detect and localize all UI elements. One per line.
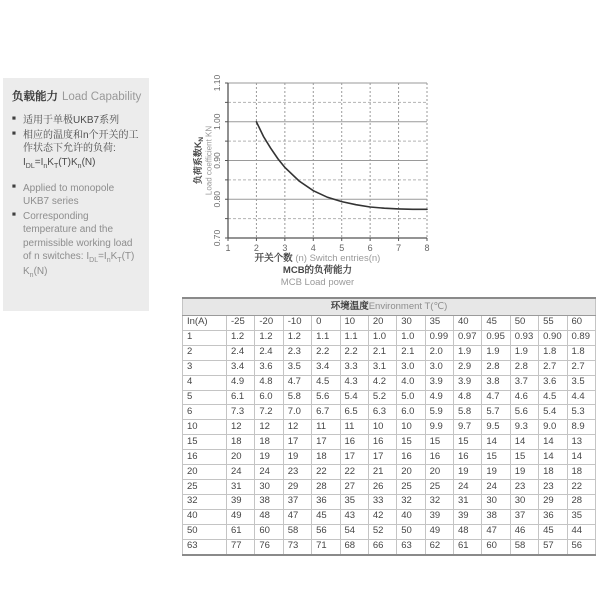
table-row bbox=[183, 360, 596, 375]
chart-caption-en: MCB Load power bbox=[280, 276, 355, 288]
current-cell: 1 bbox=[183, 330, 227, 345]
value-cell: 36 bbox=[539, 509, 567, 524]
y-tick-label: 0.90 bbox=[212, 152, 222, 169]
value-cell: 1.0 bbox=[397, 330, 425, 345]
value-cell: 62 bbox=[425, 539, 453, 554]
value-cell: 4.8 bbox=[454, 390, 482, 405]
value-cell: 35 bbox=[567, 509, 596, 524]
sidebar-bullets bbox=[12, 114, 141, 280]
value-cell: 18 bbox=[227, 435, 255, 450]
bullet-square-icon: ■ bbox=[12, 211, 16, 219]
value-cell: 4.7 bbox=[283, 375, 311, 390]
value-cell: 11 bbox=[312, 420, 340, 435]
table-row bbox=[183, 375, 596, 390]
value-cell: 71 bbox=[312, 539, 340, 554]
value-cell: 46 bbox=[510, 524, 538, 539]
value-cell: 5.6 bbox=[312, 390, 340, 405]
value-cell: 28 bbox=[312, 480, 340, 495]
value-cell: 25 bbox=[425, 480, 453, 495]
value-cell: 10 bbox=[368, 420, 396, 435]
temp-header-cell: 45 bbox=[482, 315, 510, 330]
value-cell: 1.0 bbox=[368, 330, 396, 345]
value-cell: 4.5 bbox=[312, 375, 340, 390]
value-cell: 2.7 bbox=[539, 360, 567, 375]
value-cell: 3.9 bbox=[454, 375, 482, 390]
value-cell: 9.0 bbox=[539, 420, 567, 435]
value-cell: 25 bbox=[397, 480, 425, 495]
load-chart-svg bbox=[190, 75, 445, 253]
value-cell: 16 bbox=[397, 450, 425, 465]
value-cell: 5.2 bbox=[368, 390, 396, 405]
bullet-item bbox=[12, 114, 141, 127]
value-cell: 19 bbox=[283, 450, 311, 465]
value-cell: 16 bbox=[368, 435, 396, 450]
value-cell: 5.0 bbox=[397, 390, 425, 405]
value-cell: 5.6 bbox=[510, 405, 538, 420]
bullet-square-icon: ■ bbox=[12, 115, 16, 122]
value-cell: 1.9 bbox=[482, 345, 510, 360]
env-header-row bbox=[183, 298, 596, 315]
value-cell: 42 bbox=[368, 509, 396, 524]
value-cell: 20 bbox=[425, 465, 453, 480]
current-cell: 50 bbox=[183, 524, 227, 539]
current-cell: 25 bbox=[183, 480, 227, 495]
value-cell: 17 bbox=[340, 450, 368, 465]
value-cell: 5.8 bbox=[283, 390, 311, 405]
value-cell: 60 bbox=[255, 524, 283, 539]
value-cell: 2.9 bbox=[454, 360, 482, 375]
value-cell: 14 bbox=[539, 435, 567, 450]
value-cell: 15 bbox=[454, 435, 482, 450]
value-cell: 23 bbox=[539, 480, 567, 495]
value-cell: 76 bbox=[255, 539, 283, 554]
value-cell: 66 bbox=[368, 539, 396, 554]
value-cell: 39 bbox=[227, 494, 255, 509]
value-cell: 6.5 bbox=[340, 405, 368, 420]
table-row bbox=[183, 420, 596, 435]
value-cell: 1.8 bbox=[567, 345, 596, 360]
table-row bbox=[183, 345, 596, 360]
temp-header-cell: 20 bbox=[368, 315, 396, 330]
formula: $I_{DL}=I_nK_T(T)K_n(N)$ bbox=[23, 156, 96, 170]
bullet-item bbox=[12, 210, 141, 280]
chart-caption-zh: MCB的负荷能力 bbox=[282, 264, 353, 276]
value-cell: 5.4 bbox=[340, 390, 368, 405]
value-cell: 44 bbox=[567, 524, 596, 539]
current-cell: 3 bbox=[183, 360, 227, 375]
current-cell: 40 bbox=[183, 509, 227, 524]
y-tick-label: 0.80 bbox=[212, 190, 222, 208]
value-cell: 5.7 bbox=[482, 405, 510, 420]
value-cell: 30 bbox=[510, 494, 538, 509]
temp-header-row bbox=[183, 315, 596, 330]
x-tick-label: 6 bbox=[367, 243, 373, 253]
value-cell: 16 bbox=[425, 450, 453, 465]
value-cell: 10 bbox=[397, 420, 425, 435]
x-tick-label: 7 bbox=[396, 243, 402, 253]
y-tick-label: 1.10 bbox=[212, 75, 222, 92]
value-cell: 18 bbox=[567, 465, 596, 480]
value-cell: 2.1 bbox=[368, 345, 396, 360]
value-cell: 2.4 bbox=[227, 345, 255, 360]
section-title bbox=[12, 88, 141, 104]
value-cell: 4.2 bbox=[368, 375, 396, 390]
value-cell: 40 bbox=[397, 509, 425, 524]
value-cell: 1.2 bbox=[283, 330, 311, 345]
value-cell: 2.4 bbox=[255, 345, 283, 360]
value-cell: 61 bbox=[454, 539, 482, 554]
value-cell: 24 bbox=[255, 465, 283, 480]
value-cell: 37 bbox=[283, 494, 311, 509]
temp-header-cell: -25 bbox=[227, 315, 255, 330]
temp-header-cell: 60 bbox=[567, 315, 596, 330]
temp-header-cell: 0 bbox=[312, 315, 340, 330]
value-cell: 31 bbox=[454, 494, 482, 509]
bullet-text: Corresponding temperature and the permissible working load of n switches: bbox=[23, 211, 133, 262]
value-cell: 38 bbox=[482, 509, 510, 524]
table-row bbox=[183, 480, 596, 495]
value-cell: 60 bbox=[482, 539, 510, 554]
value-cell: 68 bbox=[340, 539, 368, 554]
value-cell: 47 bbox=[482, 524, 510, 539]
value-cell: 6.0 bbox=[397, 405, 425, 420]
value-cell: 5.8 bbox=[454, 405, 482, 420]
table-row bbox=[183, 494, 596, 509]
value-cell: 22 bbox=[340, 465, 368, 480]
temp-header-cell: -10 bbox=[283, 315, 311, 330]
value-cell: 0.93 bbox=[510, 330, 538, 345]
current-cell: 15 bbox=[183, 435, 227, 450]
value-cell: 45 bbox=[312, 509, 340, 524]
x-tick-label: 8 bbox=[424, 243, 430, 253]
value-cell: 52 bbox=[368, 524, 396, 539]
value-cell: 17 bbox=[368, 450, 396, 465]
chart-xlabel bbox=[190, 253, 445, 265]
value-cell: 58 bbox=[510, 539, 538, 554]
value-cell: 19 bbox=[255, 450, 283, 465]
value-cell: 39 bbox=[454, 509, 482, 524]
value-cell: 47 bbox=[283, 509, 311, 524]
env-header-en: Environment T(℃) bbox=[368, 300, 448, 312]
value-cell: 3.7 bbox=[510, 375, 538, 390]
value-cell: 0.95 bbox=[482, 330, 510, 345]
x-tick-label: 1 bbox=[225, 243, 231, 253]
value-cell: 77 bbox=[227, 539, 255, 554]
current-cell: 5 bbox=[183, 390, 227, 405]
value-cell: 12 bbox=[283, 420, 311, 435]
temp-header-cell: 10 bbox=[340, 315, 368, 330]
value-cell: 57 bbox=[539, 539, 567, 554]
environment-temperature-table bbox=[182, 297, 596, 556]
table-row bbox=[183, 465, 596, 480]
value-cell: 3.6 bbox=[255, 360, 283, 375]
value-cell: 43 bbox=[340, 509, 368, 524]
value-cell: 0.99 bbox=[425, 330, 453, 345]
temp-header-cell: 40 bbox=[454, 315, 482, 330]
value-cell: 0.90 bbox=[539, 330, 567, 345]
bullet-text: 相应的温度和n个开关的工作状态下允许的负荷: bbox=[23, 130, 139, 155]
value-cell: 26 bbox=[368, 480, 396, 495]
current-cell: 2 bbox=[183, 345, 227, 360]
table-row bbox=[183, 539, 596, 554]
value-cell: 61 bbox=[227, 524, 255, 539]
value-cell: 24 bbox=[227, 465, 255, 480]
x-tick-label: 2 bbox=[253, 243, 259, 253]
value-cell: 4.4 bbox=[567, 390, 596, 405]
value-cell: 2.8 bbox=[510, 360, 538, 375]
value-cell: 1.9 bbox=[454, 345, 482, 360]
value-cell: 9.5 bbox=[482, 420, 510, 435]
temp-header-cell: 35 bbox=[425, 315, 453, 330]
value-cell: 56 bbox=[567, 539, 596, 554]
value-cell: 24 bbox=[454, 480, 482, 495]
bullet-item bbox=[12, 182, 141, 208]
table-row bbox=[183, 405, 596, 420]
value-cell: 18 bbox=[312, 450, 340, 465]
bullet-item bbox=[12, 129, 141, 171]
value-cell: 3.5 bbox=[567, 375, 596, 390]
value-cell: 35 bbox=[340, 494, 368, 509]
x-tick-label: 5 bbox=[339, 243, 345, 253]
value-cell: 4.3 bbox=[340, 375, 368, 390]
value-cell: 29 bbox=[539, 494, 567, 509]
value-cell: 73 bbox=[283, 539, 311, 554]
bullet-square-icon: ■ bbox=[12, 130, 16, 138]
value-cell: 3.5 bbox=[283, 360, 311, 375]
value-cell: 20 bbox=[227, 450, 255, 465]
value-cell: 9.9 bbox=[425, 420, 453, 435]
value-cell: 7.0 bbox=[283, 405, 311, 420]
value-cell: 6.0 bbox=[255, 390, 283, 405]
value-cell: 7.3 bbox=[227, 405, 255, 420]
value-cell: 23 bbox=[510, 480, 538, 495]
formula: $I_{DL}=I_nK_T(T)$ $K_n(N)$ bbox=[23, 250, 135, 279]
table-row bbox=[183, 435, 596, 450]
value-cell: 48 bbox=[255, 509, 283, 524]
current-cell: 32 bbox=[183, 494, 227, 509]
value-cell: 8.9 bbox=[567, 420, 596, 435]
value-cell: 3.6 bbox=[539, 375, 567, 390]
value-cell: 1.1 bbox=[340, 330, 368, 345]
value-cell: 17 bbox=[312, 435, 340, 450]
chart-xlabel-zh: 开关个数 bbox=[254, 253, 293, 264]
value-cell: 5.3 bbox=[567, 405, 596, 420]
value-cell: 5.9 bbox=[425, 405, 453, 420]
env-header-zh: 环境温度 bbox=[330, 300, 369, 312]
value-cell: 45 bbox=[539, 524, 567, 539]
value-cell: 13 bbox=[567, 435, 596, 450]
value-cell: 20 bbox=[397, 465, 425, 480]
current-cell: 63 bbox=[183, 539, 227, 554]
x-tick-label: 4 bbox=[310, 243, 316, 253]
value-cell: 14 bbox=[482, 435, 510, 450]
value-cell: 3.9 bbox=[425, 375, 453, 390]
value-cell: 3.1 bbox=[368, 360, 396, 375]
section-title-en: Load Capability bbox=[62, 91, 142, 103]
value-cell: 30 bbox=[255, 480, 283, 495]
value-cell: 4.7 bbox=[482, 390, 510, 405]
value-cell: 2.1 bbox=[397, 345, 425, 360]
value-cell: 22 bbox=[567, 480, 596, 495]
value-cell: 6.3 bbox=[368, 405, 396, 420]
value-cell: 4.9 bbox=[425, 390, 453, 405]
y-axis-title-zh: 负荷系数$K_N$ bbox=[193, 136, 205, 185]
value-cell: 39 bbox=[425, 509, 453, 524]
current-cell: 6 bbox=[183, 405, 227, 420]
value-cell: 23 bbox=[283, 465, 311, 480]
value-cell: 63 bbox=[397, 539, 425, 554]
value-cell: 38 bbox=[255, 494, 283, 509]
value-cell: 1.8 bbox=[539, 345, 567, 360]
table-row bbox=[183, 390, 596, 405]
value-cell: 14 bbox=[567, 450, 596, 465]
x-tick-label: 3 bbox=[282, 243, 288, 253]
bullet-text: Applied to monopole UKB7 series bbox=[23, 182, 115, 207]
value-cell: 49 bbox=[425, 524, 453, 539]
value-cell: 15 bbox=[482, 450, 510, 465]
value-cell: 21 bbox=[368, 465, 396, 480]
value-cell: 7.2 bbox=[255, 405, 283, 420]
section-title-zh: 负载能力 bbox=[12, 91, 58, 103]
chart-caption bbox=[190, 253, 445, 289]
value-cell: 54 bbox=[340, 524, 368, 539]
value-cell: 22 bbox=[312, 465, 340, 480]
current-cell: 16 bbox=[183, 450, 227, 465]
table-row bbox=[183, 450, 596, 465]
value-cell: 3.0 bbox=[425, 360, 453, 375]
value-cell: 0.89 bbox=[567, 330, 596, 345]
value-cell: 58 bbox=[283, 524, 311, 539]
value-cell: 14 bbox=[539, 450, 567, 465]
table-row bbox=[183, 509, 596, 524]
bullet-text: 适用于单极UKB7系列 bbox=[23, 115, 120, 126]
value-cell: 6.7 bbox=[312, 405, 340, 420]
value-cell: 4.5 bbox=[539, 390, 567, 405]
value-cell: 27 bbox=[340, 480, 368, 495]
value-cell: 24 bbox=[482, 480, 510, 495]
current-cell: 10 bbox=[183, 420, 227, 435]
chart-xlabel-en: (n) Switch entries(n) bbox=[292, 253, 381, 264]
value-cell: 33 bbox=[368, 494, 396, 509]
value-cell: 5.4 bbox=[539, 405, 567, 420]
value-cell: 15 bbox=[397, 435, 425, 450]
temp-header-cell: -20 bbox=[255, 315, 283, 330]
value-cell: 29 bbox=[283, 480, 311, 495]
value-cell: 4.9 bbox=[227, 375, 255, 390]
value-cell: 28 bbox=[567, 494, 596, 509]
value-cell: 6.1 bbox=[227, 390, 255, 405]
value-cell: 4.6 bbox=[510, 390, 538, 405]
value-cell: 1.9 bbox=[510, 345, 538, 360]
value-cell: 3.4 bbox=[227, 360, 255, 375]
value-cell: 3.0 bbox=[397, 360, 425, 375]
table-row bbox=[183, 330, 596, 345]
value-cell: 4.0 bbox=[397, 375, 425, 390]
value-cell: 4.8 bbox=[255, 375, 283, 390]
value-cell: 49 bbox=[227, 509, 255, 524]
current-cell: 20 bbox=[183, 465, 227, 480]
value-cell: 19 bbox=[510, 465, 538, 480]
value-cell: 31 bbox=[227, 480, 255, 495]
bullet-square-icon: ■ bbox=[12, 182, 16, 190]
value-cell: 18 bbox=[255, 435, 283, 450]
env-header-cell bbox=[183, 298, 596, 315]
y-axis-title-en: Load coefficient KN bbox=[204, 125, 214, 196]
value-cell: 15 bbox=[510, 450, 538, 465]
value-cell: 2.8 bbox=[482, 360, 510, 375]
temp-header-cell: 50 bbox=[510, 315, 538, 330]
value-cell: 1.1 bbox=[312, 330, 340, 345]
value-cell: 18 bbox=[539, 465, 567, 480]
value-cell: 30 bbox=[482, 494, 510, 509]
table-body bbox=[183, 330, 596, 554]
value-cell: 12 bbox=[255, 420, 283, 435]
value-cell: 48 bbox=[454, 524, 482, 539]
current-cell: 4 bbox=[183, 375, 227, 390]
value-cell: 2.3 bbox=[283, 345, 311, 360]
value-cell: 2.2 bbox=[312, 345, 340, 360]
temp-header-cell: 30 bbox=[397, 315, 425, 330]
value-cell: 3.4 bbox=[312, 360, 340, 375]
value-cell: 37 bbox=[510, 509, 538, 524]
value-cell: 11 bbox=[340, 420, 368, 435]
y-tick-label: 0.70 bbox=[212, 229, 222, 247]
value-cell: 2.2 bbox=[340, 345, 368, 360]
value-cell: 17 bbox=[283, 435, 311, 450]
value-cell: 19 bbox=[454, 465, 482, 480]
current-col-label: In(A) bbox=[183, 315, 227, 330]
value-cell: 1.2 bbox=[227, 330, 255, 345]
value-cell: 50 bbox=[397, 524, 425, 539]
value-cell: 2.7 bbox=[567, 360, 596, 375]
value-cell: 0.97 bbox=[454, 330, 482, 345]
value-cell: 19 bbox=[482, 465, 510, 480]
value-cell: 1.2 bbox=[255, 330, 283, 345]
value-cell: 9.7 bbox=[454, 420, 482, 435]
temp-header-cell: 55 bbox=[539, 315, 567, 330]
value-cell: 14 bbox=[510, 435, 538, 450]
table-row bbox=[183, 524, 596, 539]
value-cell: 56 bbox=[312, 524, 340, 539]
y-tick-label: 1.00 bbox=[212, 113, 222, 131]
value-cell: 16 bbox=[340, 435, 368, 450]
value-cell: 3.3 bbox=[340, 360, 368, 375]
load-capability-panel bbox=[3, 78, 149, 311]
value-cell: 15 bbox=[425, 435, 453, 450]
value-cell: 32 bbox=[425, 494, 453, 509]
value-cell: 3.8 bbox=[482, 375, 510, 390]
value-cell: 2.0 bbox=[425, 345, 453, 360]
value-cell: 9.3 bbox=[510, 420, 538, 435]
value-cell: 16 bbox=[454, 450, 482, 465]
value-cell: 36 bbox=[312, 494, 340, 509]
value-cell: 32 bbox=[397, 494, 425, 509]
value-cell: 12 bbox=[227, 420, 255, 435]
